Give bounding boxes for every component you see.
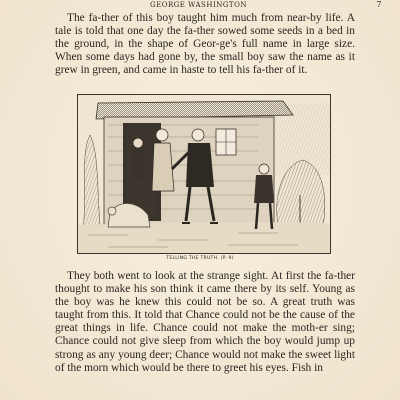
paragraph-2: They both went to look at the strange sight. At first the fa-ther thought to make his son think it came there by its self. Young as the boy was he knew this could not be so. A great truth was taught from this. It told that Chance could not be the cause of the great things in life. Chance could not make the moth-er sing; Chance could not give sleep from which the boy would jump up strong as any young deer; Chance would not make the sweet light of the morn which would be there to greet his eyes. Fish in: [55, 270, 355, 374]
running-head-title: GEORGE WASHINGTON: [150, 1, 247, 9]
illustration-caption: TELLING THE TRUTH. (P. 9): [166, 256, 234, 261]
page-number: 7: [376, 0, 382, 9]
illustration: [77, 94, 331, 254]
illustration-engraving: [78, 95, 330, 253]
paragraph-1: The fa-ther of this boy taught him much from near-by life. A tale is told that one day the fa-ther sowed some seeds in a bed in the ground, in the shape of Geor-ge's full name in large size. When some days had gone by, the small boy saw the name as it grew in green, and came in haste to tell his fa-ther of it.: [55, 12, 355, 77]
running-head: [0, 0, 400, 12]
